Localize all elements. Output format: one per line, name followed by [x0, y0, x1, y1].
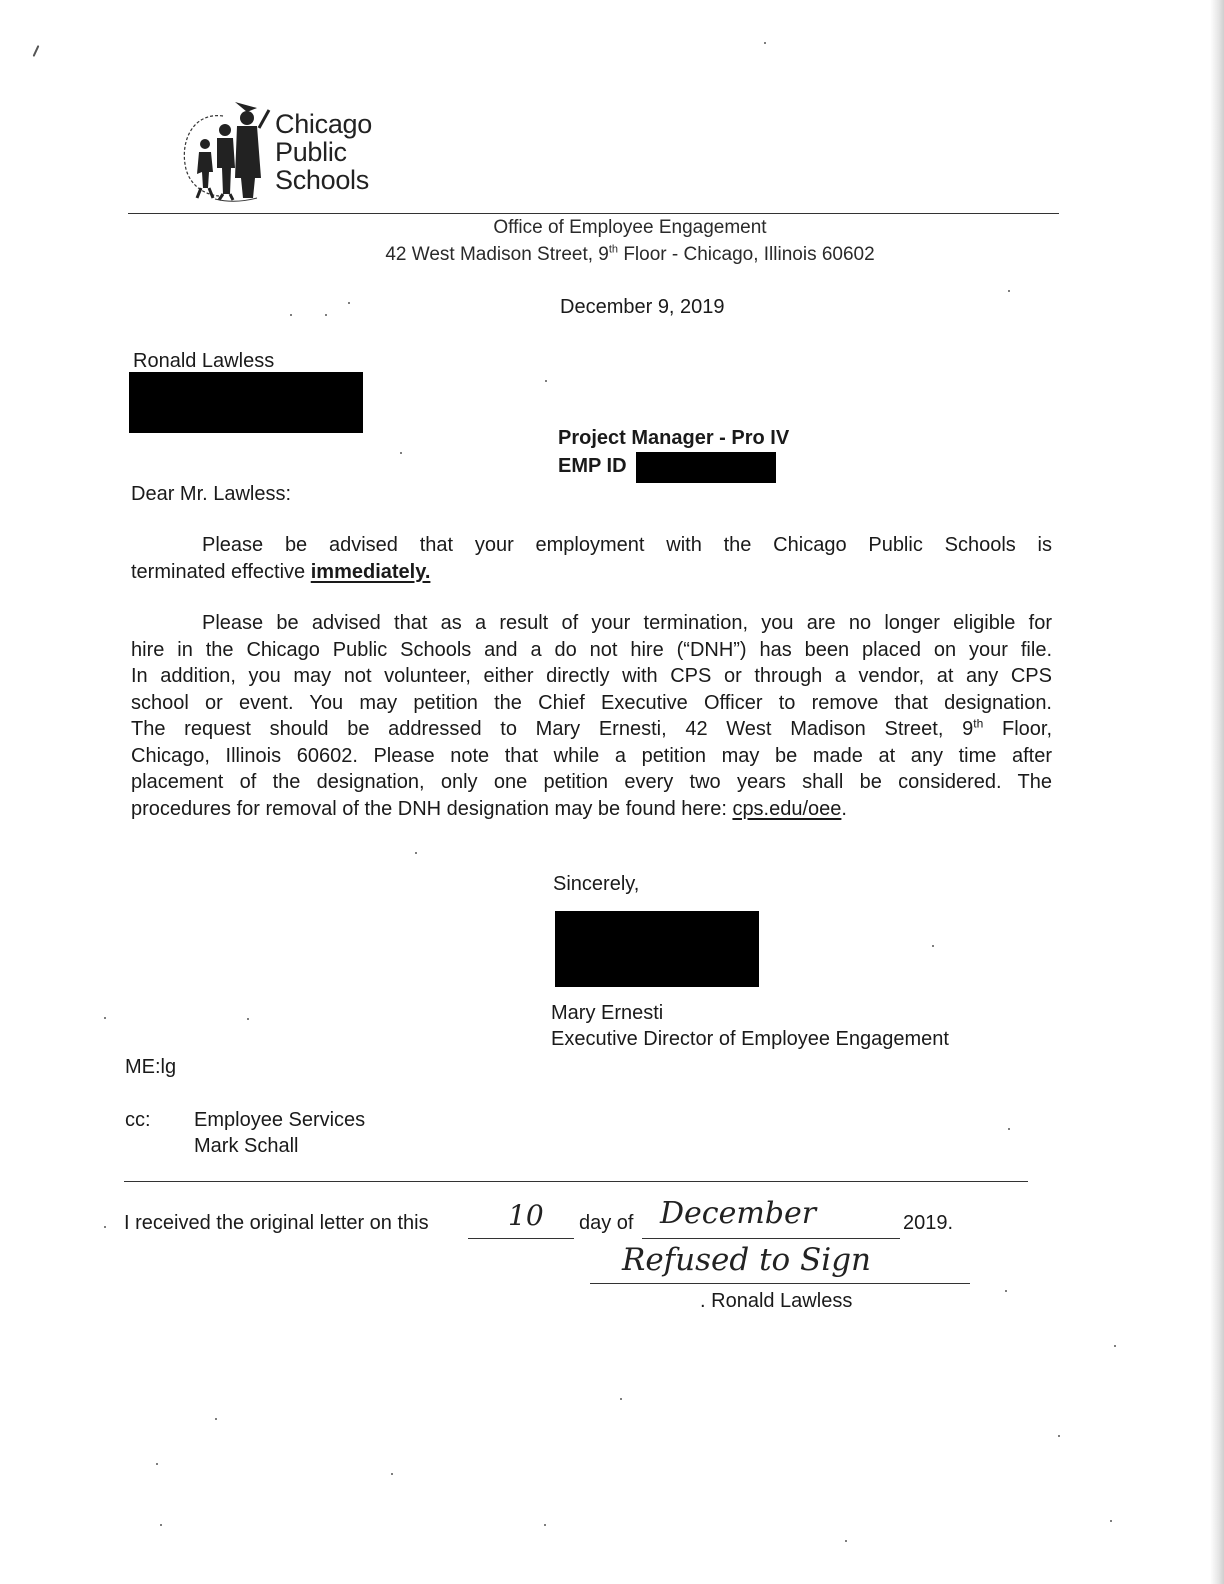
- paragraph-dnh: Please be advised that as a result of your termination, you are no longer eligible for hire in the Chicago Public Schools and a do not hire (“DNH”) has been placed on your file. In addition, you may not volunteer, either directly with CPS or through a vendor, at any CPS school or event. You may petition the Chief Executive Officer to remove that designation. The request should be addressed to Mary Ernesti, 42 West Madison Street, 9th Floor, Chicago, Illinois 60602. Please note that while a petition may be made at any time after placement of the designation, only one petition every two years shall be considered. The procedures for removal of the DNH designation may be found here: cps.edu/oee.: [131, 612, 1052, 820]
- closing: Sincerely,: [553, 873, 640, 895]
- day-blank-line: [468, 1238, 574, 1239]
- redacted-emp-id: [636, 452, 776, 483]
- emp-id-label: EMP ID: [558, 455, 627, 477]
- day-of-label: day of: [579, 1212, 634, 1234]
- cc-recipient: Mark Schall: [194, 1135, 299, 1157]
- emphasis-immediately: immediately.: [310, 560, 431, 583]
- signer-title: Executive Director of Employee Engagement: [551, 1028, 949, 1050]
- cps-logo-wordmark: Chicago Public Schools: [275, 109, 372, 195]
- oee-link[interactable]: cps.edu/oee: [732, 797, 842, 820]
- redacted-address: [129, 372, 363, 433]
- recipient-name: Ronald Lawless: [133, 350, 275, 372]
- signature-line: [590, 1283, 970, 1284]
- cc-label: cc:: [125, 1109, 151, 1131]
- office-name: Office of Employee Engagement: [493, 217, 767, 238]
- receipt-rule: [124, 1181, 1028, 1182]
- handwritten-month: December: [660, 1196, 817, 1231]
- paragraph-termination: Please be advised that your employment with the Chicago Public Schools is terminated effective immediately.: [131, 534, 1052, 583]
- receipt-year: 2019.: [903, 1212, 954, 1234]
- letter-date: December 9, 2019: [560, 296, 725, 318]
- signature-name-label: . Ronald Lawless: [700, 1290, 853, 1312]
- cc-recipient: Employee Services: [194, 1109, 366, 1131]
- typist-initials: ME:lg: [125, 1056, 177, 1078]
- header-rule: [128, 213, 1059, 214]
- scan-edge-shadow: [1210, 0, 1224, 1584]
- month-blank-line: [642, 1238, 900, 1239]
- salutation: Dear Mr. Lawless:: [131, 483, 292, 505]
- office-address: 42 West Madison Street, 9th Floor - Chicago, Illinois 60602: [385, 243, 875, 265]
- handwritten-refused-note: Refused to Sign: [622, 1242, 872, 1278]
- handwritten-day: 10: [508, 1199, 544, 1232]
- position-title: Project Manager - Pro IV: [558, 427, 790, 449]
- redacted-signature: [555, 911, 759, 987]
- cps-logo: [175, 98, 415, 202]
- signer-name: Mary Ernesti: [551, 1002, 664, 1024]
- cps-logo-figures-icon: [175, 98, 273, 202]
- receipt-statement: I received the original letter on this: [124, 1212, 429, 1234]
